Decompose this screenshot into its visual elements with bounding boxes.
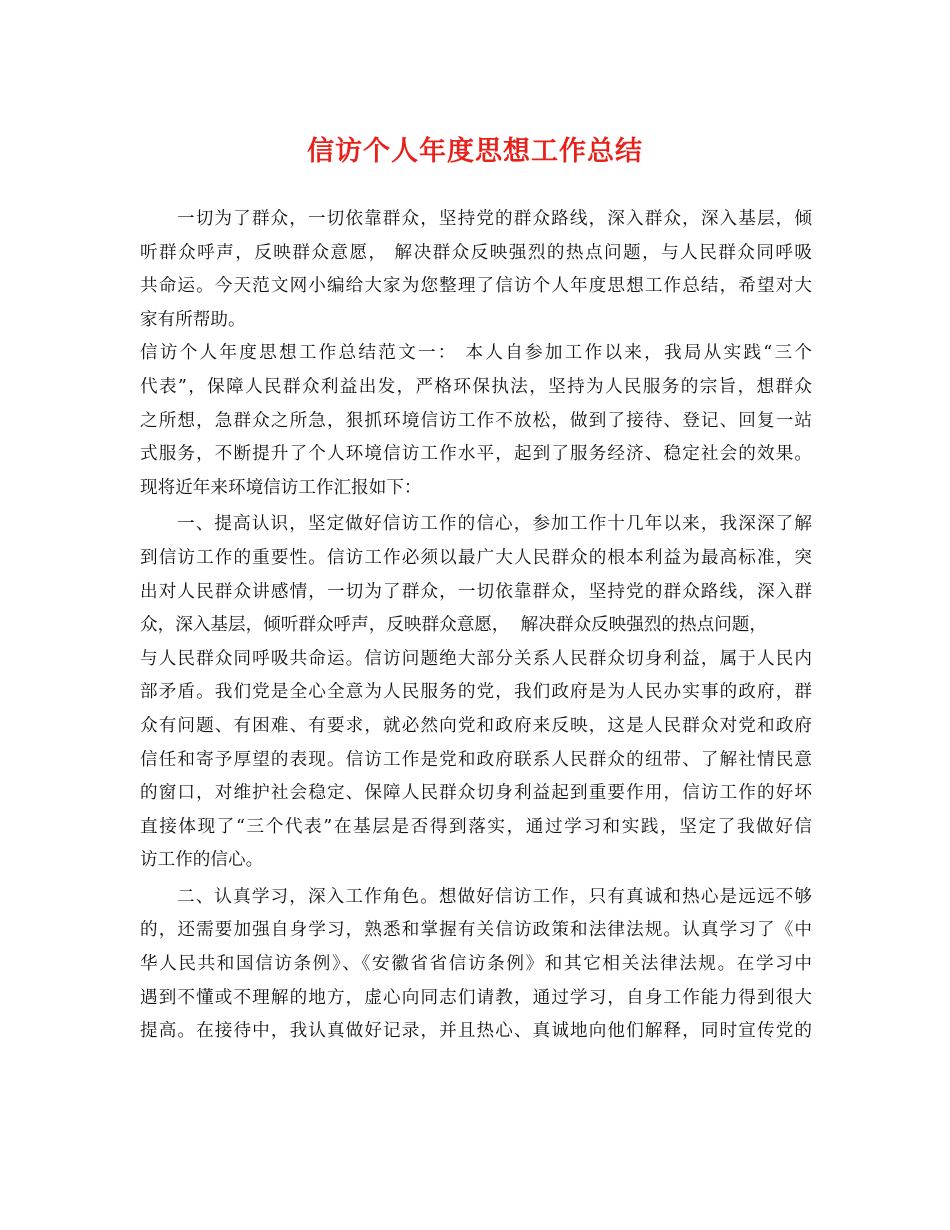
paragraph-line: 众有问题、有困难、有要求，就必然向党和政府来反映，这是人民群众对党和政府 <box>140 715 812 736</box>
paragraph-line: 华人民共和国信访条例》、《安徽省省信访条例》和其它相关法律法规。在学习中 <box>140 954 812 975</box>
paragraph-line: 共命运。今天范文网小编给大家为您整理了信访个人年度思想工作总结，希望对大 <box>140 276 812 297</box>
paragraph-line: 二、认真学习，深入工作角色。想做好信访工作，只有真诚和热心是远远不够 <box>177 886 812 907</box>
paragraph-line: 现将近年来环境信访工作汇报如下： <box>140 477 422 498</box>
paragraph-line: 听群众呼声，反映群众意愿， 解决群众反映强烈的热点问题，与人民群众同呼吸 <box>140 242 812 263</box>
paragraph-line: 访工作的信心。 <box>140 850 264 871</box>
paragraph-line: 之所想，急群众之所急，狠抓环境信访工作不放松，做到了接待、登记、回复一站 <box>140 410 812 431</box>
paragraph-line: 众，深入基层，倾听群众呼声，反映群众意愿， 解决群众反映强烈的热点问题， <box>140 615 767 636</box>
paragraph-line: 与人民群众同呼吸共命运。信访问题绝大部分关系人民群众切身利益，属于人民内 <box>140 648 812 669</box>
paragraph-line: 到信访工作的重要性。信访工作必须以最广大人民群众的根本利益为最高标准，突 <box>140 547 812 568</box>
paragraph-line: 信访个人年度思想工作总结范文一： 本人自参加工作以来，我局从实践“三个 <box>140 343 812 364</box>
paragraph-line: 出对人民群众讲感情，一切为了群众，一切依靠群众，坚持党的群众路线，深入群 <box>140 581 812 602</box>
paragraph-line: 信任和寄予厚望的表现。信访工作是党和政府联系人民群众的纽带、了解社情民意 <box>140 749 812 770</box>
paragraph-line: 直接体现了“三个代表”在基层是否得到落实，通过学习和实践，坚定了我做好信 <box>140 816 812 837</box>
paragraph-line: 的，还需要加强自身学习，熟悉和掌握有关信访政策和法律法规。认真学习了《中 <box>140 920 812 941</box>
paragraph-line: 家有所帮助。 <box>140 309 246 330</box>
paragraph-line: 一、提高认识，坚定做好信访工作的信心，参加工作十几年以来，我深深了解 <box>177 514 812 535</box>
paragraph-line: 部矛盾。我们党是全心全意为人民服务的党，我们政府是为人民办实事的政府，群 <box>140 682 812 703</box>
paragraph-line: 代表”，保障人民群众利益出发，严格环保执法，坚持为人民服务的宗旨，想群众 <box>140 376 812 397</box>
paragraph-line: 式服务，不断提升了个人环境信访工作水平，起到了服务经济、稳定社会的效果。 <box>140 444 812 465</box>
document-body <box>140 203 812 1049</box>
paragraph-line: 提高。在接待中，我认真做好记录，并且热心、真诚地向他们解释，同时宣传党的 <box>140 1021 812 1042</box>
paragraph-line: 遇到不懂或不理解的地方，虚心向同志们请教，通过学习，自身工作能力得到很大 <box>140 987 812 1008</box>
document-title: 信访个人年度思想工作总结 <box>307 136 643 167</box>
paragraph-line: 一切为了群众，一切依靠群众，坚持党的群众路线，深入群众，深入基层，倾 <box>177 209 812 229</box>
paragraph-line: 的窗口，对维护社会稳定、保障人民群众切身利益起到重要作用，信访工作的好坏 <box>140 783 812 804</box>
